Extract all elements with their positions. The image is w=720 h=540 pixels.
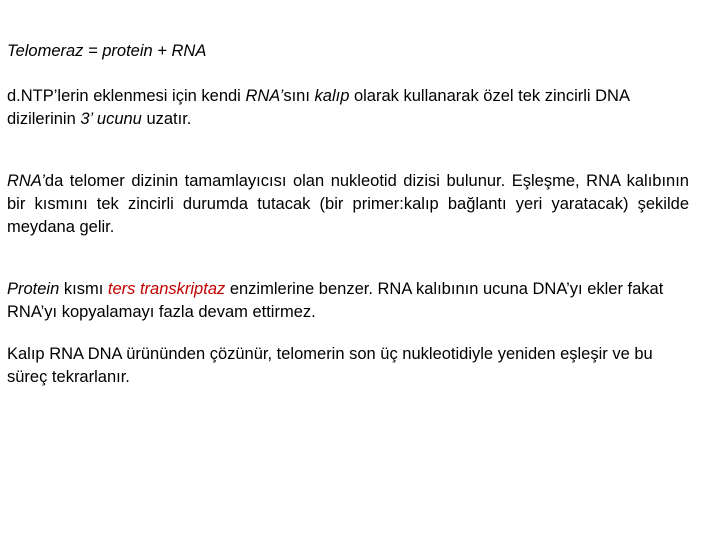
p1-text-a: d.NTP’lerin eklenmesi için kendi (7, 87, 246, 105)
p1-text-e: olarak kullanarak özel tek zincirli DNA dizilerinin (7, 87, 630, 128)
p3-text-d: enzimlerine benzer. RNA kalıbının ucuna DNA’yı ekler fakat RNA’yı kopyalamayı fazla devam ettirmez. (7, 280, 664, 321)
p1-text-c: sını (283, 87, 315, 105)
p1-text-rna: RNA’ (245, 87, 284, 105)
p1-text-template: kalıp (314, 87, 350, 105)
p1-text-g: uzatır. (141, 110, 192, 128)
p3-text-protein: Protein (7, 280, 60, 298)
p3-text-b: kısmı (59, 280, 108, 298)
slide-title: Telomeraz = protein + RNA (7, 42, 207, 60)
paragraph-protein-part (7, 278, 689, 324)
p3-text-reverse-transcriptase: ters transkriptaz (107, 280, 226, 298)
p2-text-rna: RNA’ (7, 172, 45, 190)
paragraph-rna-complement (7, 170, 689, 239)
p2-text-b: da telomer dizinin tamamlayıcısı olan nukleotid dizisi bulunur. Eşleşme, RNA kalıbının bir kısmını tek zincirli durumda tutacak (bir primer:kalıp bağlantı yeri yaratacak) şekilde meydana gelir. (7, 172, 689, 236)
paragraph-template-extension (7, 85, 689, 131)
p1-text-3-end: 3’ ucunu (80, 110, 142, 128)
paragraph-repeat-cycle: Kalıp RNA DNA ürününden çözünür, telomerin son üç nukleotidiyle yeniden eşleşir ve bu süreç tekrarlanır. (7, 345, 653, 386)
